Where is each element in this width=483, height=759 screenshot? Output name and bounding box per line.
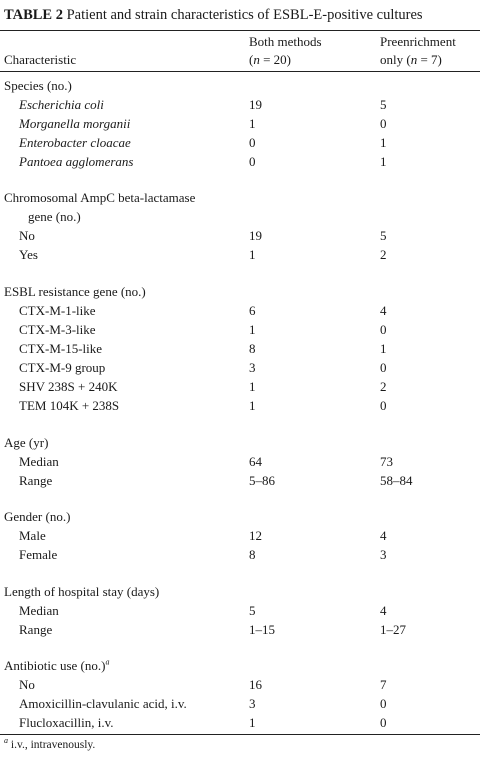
- row-value-both: 1: [249, 379, 256, 394]
- row-value-pre: 1: [380, 341, 387, 356]
- table-row: [0, 656, 480, 675]
- row-value-pre: 4: [380, 528, 387, 543]
- row-label: Median: [19, 454, 59, 469]
- table-row: [0, 396, 480, 415]
- row-value-pre: 4: [380, 303, 387, 318]
- row-value-pre: 4: [380, 603, 387, 618]
- table-row: [0, 114, 480, 133]
- row-value-pre: 7: [380, 677, 387, 692]
- table-row: [0, 452, 480, 471]
- top-rule: [0, 30, 480, 31]
- row-value-pre: 1: [380, 154, 387, 169]
- row-value-pre: 2: [380, 379, 387, 394]
- row-value-pre: 5: [380, 228, 387, 243]
- row-value-both: 5–86: [249, 473, 275, 488]
- row-value-pre: 0: [380, 715, 387, 730]
- row-label: Species (no.): [4, 78, 72, 93]
- row-value-both: 1: [249, 715, 256, 730]
- table-row: [0, 152, 480, 171]
- row-value-pre: 73: [380, 454, 393, 469]
- row-label: SHV 238S + 240K: [19, 379, 118, 394]
- row-value-both: 19: [249, 97, 262, 112]
- table-row: [0, 433, 480, 452]
- table-row: [0, 207, 480, 226]
- table-row: [0, 301, 480, 320]
- row-label: Flucloxacillin, i.v.: [19, 715, 114, 730]
- table-row: [0, 339, 480, 358]
- row-label: Female: [19, 547, 58, 562]
- row-label: CTX-M-9 group: [19, 360, 106, 375]
- row-value-pre: 3: [380, 547, 387, 562]
- row-label: Morganella morganii: [19, 116, 131, 131]
- table-row: [0, 358, 480, 377]
- row-label: No: [19, 677, 35, 692]
- table-row: [0, 675, 480, 694]
- row-value-both: 64: [249, 454, 262, 469]
- table-row: [0, 377, 480, 396]
- header-preenrichment-n-text: only (n = 7): [380, 52, 442, 67]
- row-value-both: 8: [249, 341, 256, 356]
- row-label: CTX-M-15-like: [19, 341, 103, 356]
- row-value-pre: 1: [380, 135, 387, 150]
- table-footnote: [4, 738, 95, 752]
- table-row: [0, 620, 480, 639]
- row-value-pre: 0: [380, 322, 387, 337]
- row-value-both: 3: [249, 360, 256, 375]
- row-label: Age (yr): [4, 435, 49, 450]
- row-value-pre: 5: [380, 97, 387, 112]
- table-row: [0, 582, 480, 601]
- footnote-marker: a: [105, 657, 110, 667]
- table-row: [0, 507, 480, 526]
- bottom-rule: [0, 734, 480, 735]
- header-both-n-text: (n = 20): [249, 52, 292, 67]
- row-label: CTX-M-3-like: [19, 322, 96, 337]
- row-label: Median: [19, 603, 59, 618]
- row-label: Amoxicillin-clavulanic acid, i.v.: [19, 696, 187, 711]
- table-label: TABLE 2: [4, 7, 63, 23]
- table-row: [0, 471, 480, 490]
- header-characteristic: Characteristic: [4, 52, 77, 67]
- table-row: [0, 226, 480, 245]
- row-label: Range: [19, 622, 53, 637]
- table-row: [0, 245, 480, 264]
- row-label: Enterobacter cloacae: [19, 135, 131, 150]
- row-value-pre: 1–27: [380, 622, 406, 637]
- row-value-both: 1: [249, 398, 256, 413]
- table-title: [4, 6, 480, 24]
- table-row: [0, 76, 480, 95]
- row-label-with-footnote: [4, 656, 109, 675]
- row-label: Pantoea agglomerans: [19, 154, 134, 169]
- row-value-both: 12: [249, 528, 262, 543]
- table-row: [0, 545, 480, 564]
- table-row: [0, 694, 480, 713]
- row-label: Chromosomal AmpC beta-lactamase: [4, 190, 196, 205]
- row-value-both: 1: [249, 322, 256, 337]
- table-caption: Patient and strain characteristics of ESBL-E-positive cultures: [66, 7, 423, 23]
- footnote-marker: a: [4, 736, 8, 746]
- row-value-both: 1: [249, 116, 256, 131]
- row-value-pre: 0: [380, 398, 387, 413]
- row-label: Male: [19, 528, 46, 543]
- row-label: CTX-M-1-like: [19, 303, 96, 318]
- row-value-both: 0: [249, 135, 256, 150]
- row-label: Yes: [19, 247, 38, 262]
- footnote-text: i.v., intravenously.: [10, 739, 96, 751]
- header-preenrichment-n: [380, 51, 442, 68]
- row-label: Antibiotic use (no.): [4, 658, 106, 673]
- table-row: [0, 133, 480, 152]
- table-row: [0, 95, 480, 114]
- table-row: [0, 320, 480, 339]
- row-label: Length of hospital stay (days): [4, 584, 160, 599]
- table-row: [0, 188, 480, 207]
- row-value-both: 1: [249, 247, 256, 262]
- header-rule: [0, 71, 480, 72]
- table-row: [0, 713, 480, 732]
- table-row: [0, 282, 480, 301]
- row-value-pre: 2: [380, 247, 387, 262]
- row-label: Escherichia coli: [19, 97, 104, 112]
- row-value-pre: 58–84: [380, 473, 413, 488]
- row-value-both: 1–15: [249, 622, 275, 637]
- row-value-both: 16: [249, 677, 262, 692]
- table-row: [0, 526, 480, 545]
- table-row: [0, 601, 480, 620]
- header-preenrichment: Preenrichment: [380, 34, 456, 49]
- row-label: Gender (no.): [4, 509, 71, 524]
- row-value-both: 8: [249, 547, 256, 562]
- row-label: ESBL resistance gene (no.): [4, 284, 146, 299]
- row-value-both: 19: [249, 228, 262, 243]
- row-label: No: [19, 228, 35, 243]
- header-both-methods: Both methods: [249, 34, 322, 49]
- row-value-both: 5: [249, 603, 256, 618]
- row-value-pre: 0: [380, 696, 387, 711]
- row-value-both: 6: [249, 303, 256, 318]
- row-value-both: 0: [249, 154, 256, 169]
- row-value-pre: 0: [380, 116, 387, 131]
- row-label: TEM 104K + 238S: [19, 398, 120, 413]
- header-both-n: [249, 51, 291, 68]
- row-label: gene (no.): [28, 209, 81, 224]
- row-label: Range: [19, 473, 53, 488]
- row-value-both: 3: [249, 696, 256, 711]
- row-value-pre: 0: [380, 360, 387, 375]
